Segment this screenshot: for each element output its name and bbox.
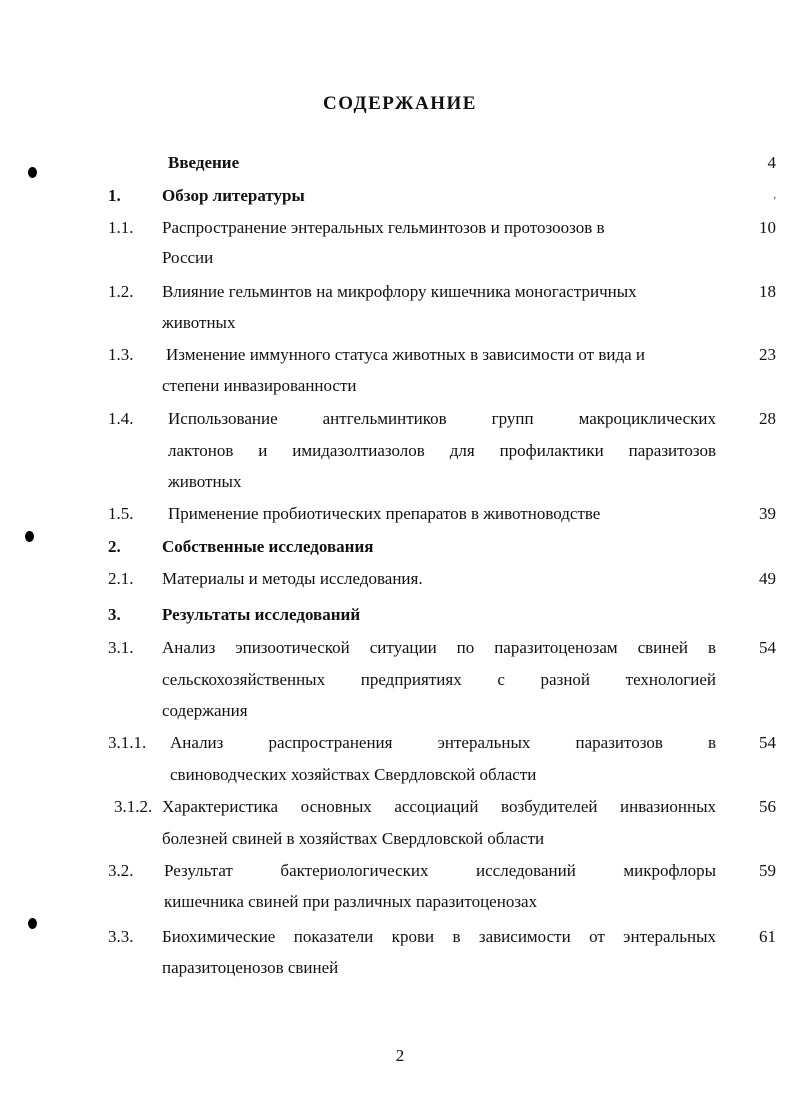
toc-entry-title-line: болезней свиней в хозяйствах Свердловской области	[162, 829, 545, 848]
toc-entry-page: ,	[773, 190, 776, 201]
toc-entry-title-line: животных	[162, 313, 236, 332]
toc-entry-title-line: Характеристика основных ассоциаций возбудителей инвазионных	[162, 797, 716, 816]
toc-entry-number: 2.1.	[108, 569, 134, 588]
toc-entry-number: 1.	[108, 186, 121, 205]
toc-entry-page: 54	[759, 733, 776, 752]
toc-entry-title: Собственные исследования	[162, 537, 374, 556]
toc-entry-title-line: Изменение иммунного статуса животных в зависимости от вида и	[166, 345, 645, 364]
toc-entry-title: Обзор литературы	[162, 186, 305, 205]
toc-entry-page: 61	[759, 927, 776, 946]
toc-entry-title-line: Применение пробиотических препаратов в животноводстве	[168, 504, 601, 523]
toc-entry-title-line: кишечника свиней при различных паразитоценозах	[164, 892, 538, 911]
toc-entry-page: 39	[759, 504, 776, 523]
toc-entry-title: Результаты исследований	[162, 605, 361, 624]
toc-entry-number: 3.1.1.	[108, 733, 147, 752]
toc-entry-title-line: содержания	[162, 701, 248, 720]
toc-entry-page: 56	[759, 797, 776, 816]
toc-entry-number: 3.1.2.	[114, 797, 153, 816]
toc-entry-number: 2.	[108, 537, 121, 556]
toc-entry-title-line: Анализ эпизоотической ситуации по паразитоценозам свиней в	[162, 638, 716, 657]
toc-entry-page: 28	[759, 409, 776, 428]
toc-entry-title-line: Распространение энтеральных гельминтозов и протозоозов в	[162, 218, 605, 237]
page-number: 2	[395, 1046, 405, 1065]
toc-entry-number: 1.4.	[108, 409, 134, 428]
toc-entry-title-line: сельскохозяйственных предприятиях с разной технологией	[162, 670, 716, 689]
scan-mark	[25, 531, 34, 542]
scan-mark	[28, 167, 37, 178]
toc-entry-page: 54	[759, 638, 776, 657]
toc-entry-title-line: Использование антгельминтиков групп макроциклических	[168, 409, 716, 428]
toc-entry-title-line: свиноводческих хозяйствах Свердловской области	[170, 765, 537, 784]
toc-entry-title-line: животных	[168, 472, 242, 491]
toc-entry-number: 1.1.	[108, 218, 134, 237]
toc-entry-page: 18	[759, 282, 776, 301]
toc-entry-title-line: Результат бактериологических исследований микрофлоры	[164, 861, 716, 880]
toc-entry-page: 59	[759, 861, 776, 880]
toc-entry-number: 3.3.	[108, 927, 134, 946]
toc-entry-title-line: Материалы и методы исследования.	[162, 569, 423, 588]
toc-entry-page: 4	[767, 153, 776, 172]
toc-entry-title-line: паразитоценозов свиней	[162, 958, 339, 977]
toc-entry-number: 1.5.	[108, 504, 134, 523]
toc-entry-page: 10	[759, 218, 776, 237]
toc-entry-title-line: лактонов и имидазолтиазолов для профилактики паразитозов	[168, 441, 716, 460]
toc-entry-title-line: Биохимические показатели крови в зависимости от энтеральных	[162, 927, 716, 946]
toc-entry-title-line: Анализ распространения энтеральных паразитозов в	[170, 733, 716, 752]
toc-entry-title-line: Влияние гельминтов на микрофлору кишечника моногастричных	[162, 282, 637, 301]
toc-entry-page: 49	[759, 569, 776, 588]
page-title: СОДЕРЖАНИЕ	[323, 93, 477, 114]
toc-entry-number: 1.2.	[108, 282, 134, 301]
toc-entry-title-line: степени инвазированности	[162, 376, 357, 395]
scan-mark	[28, 918, 37, 929]
toc-entry-page: 23	[759, 345, 776, 364]
toc-entry-title-line: России	[162, 248, 214, 267]
toc-entry-number: 3.1.	[108, 638, 134, 657]
toc-entry-number: 3.	[108, 605, 121, 624]
toc-entry-title: Введение	[168, 153, 240, 172]
toc-entry-number: 3.2.	[108, 861, 134, 880]
toc-entry-number: 1.3.	[108, 345, 134, 364]
